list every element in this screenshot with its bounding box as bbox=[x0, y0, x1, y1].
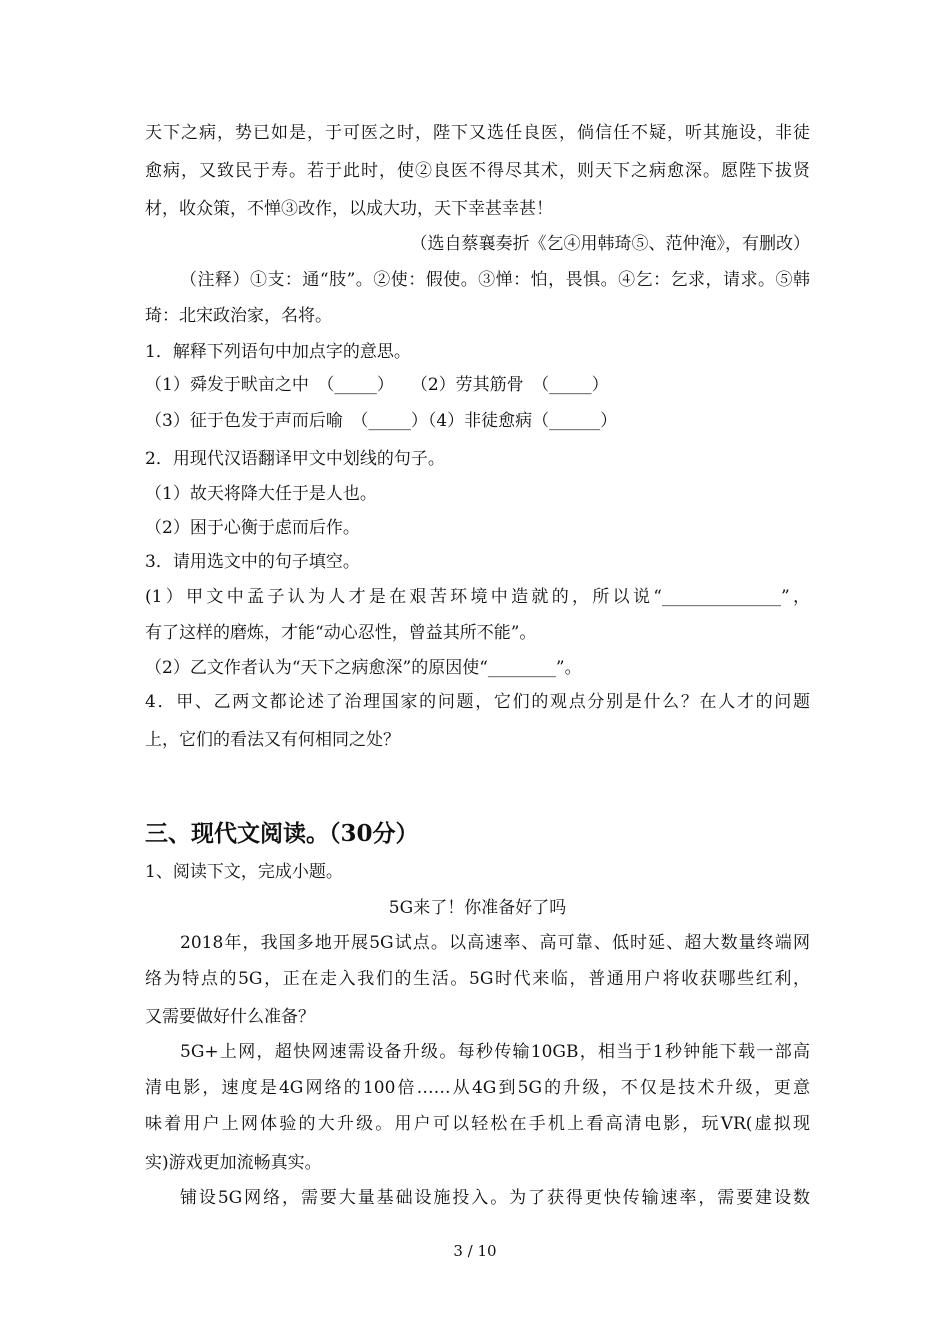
question-1: 1．解释下列语句中加点字的意思。 bbox=[145, 342, 411, 362]
question-3-item-1-line-1: (1）甲文中孟子认为人才是在艰苦环境中造就的，所以说“______________”， bbox=[145, 587, 810, 607]
question-2: 2．用现代汉语翻译甲文中划线的句子。 bbox=[145, 449, 445, 469]
question-3-item-2: （2）乙文作者认为“天下之病愈深”的原因使“________”。 bbox=[145, 658, 582, 678]
question-2-item-2: （2）困于心衡于虑而后作。 bbox=[145, 518, 360, 538]
paragraph-2-line-4: 实)游戏更加流畅真实。 bbox=[145, 1153, 322, 1173]
paragraph-2-line-2: 清电影，速度是4G网络的100倍……从4G到5G的升级，不仅是技术升级，更意 bbox=[145, 1078, 810, 1098]
question-1-items-b: （3）征于色发于声而后喻 （_____）（4）非徒愈病（______） bbox=[145, 411, 618, 431]
passage-source: （选自蔡襄奏折《乞④用韩琦⑤、范仲淹》，有删改） bbox=[410, 234, 810, 254]
paragraph-3-line-1: 铺设5G网络，需要大量基础设施投入。为了获得更快传输速率，需要建设数 bbox=[180, 1188, 810, 1208]
question-1-items-a: （1）舜发于畎亩之中 （_____） （2）劳其筋骨 （_____） bbox=[145, 375, 609, 395]
notes-line-1: （注释）①支：通“肢”。②使：假使。③惮：怕，畏惧。④乞：乞求，请求。⑤韩 bbox=[180, 270, 810, 290]
task-instruction: 1、阅读下文，完成小题。 bbox=[145, 862, 343, 882]
paragraph-1-line-2: 络为特点的5G，正在走入我们的生活。5G时代来临，普通用户将收获哪些红利， bbox=[145, 969, 810, 989]
question-4-line-2: 上，它们的看法又有何相同之处？ bbox=[145, 730, 400, 750]
page-number: 3 / 10 bbox=[453, 1242, 497, 1260]
question-3-item-1-line-2: 有了这样的磨炼，才能“动心忍性，曾益其所不能”。 bbox=[145, 623, 537, 643]
paragraph-1-line-3: 又需要做好什么准备？ bbox=[145, 1007, 315, 1027]
article-title: 5G来了！你准备好了吗 bbox=[388, 898, 567, 918]
passage-yi-line-2: 愈病，又致民于寿。若于此时，使②良医不得尽其术，则天下之病愈深。愿陛下拔贤 bbox=[145, 161, 810, 181]
paragraph-2-line-1: 5G+上网，超快网速需设备升级。每秒传输10GB，相当于1秒钟能下载一部高 bbox=[180, 1042, 810, 1062]
paragraph-2-line-3: 味着用户上网体验的大升级。用户可以轻松在手机上看高清电影，玩VR(虚拟现 bbox=[145, 1114, 810, 1134]
passage-yi-line-3: 材，收众策，不惮③改作，以成大功，天下幸甚幸甚！ bbox=[145, 199, 553, 219]
question-3: 3．请用选文中的句子填空。 bbox=[145, 552, 360, 572]
paragraph-1-line-1: 2018年，我国多地开展5G试点。以高速率、高可靠、低时延、超大数量终端网 bbox=[180, 933, 810, 953]
notes-line-2: 琦：北宋政治家，名将。 bbox=[145, 306, 332, 326]
passage-yi-line-1: 天下之病，势已如是，于可医之时，陛下又选任良医，倘信任不疑，听其施设，非徒 bbox=[145, 123, 810, 143]
question-2-item-1: （1）故天将降大任于是人也。 bbox=[145, 484, 377, 504]
section-title: 三、现代文阅读。（30分） bbox=[145, 820, 419, 847]
question-4-line-1: 4．甲、乙两文都论述了治理国家的问题，它们的观点分别是什么？在人才的问题 bbox=[145, 692, 810, 712]
